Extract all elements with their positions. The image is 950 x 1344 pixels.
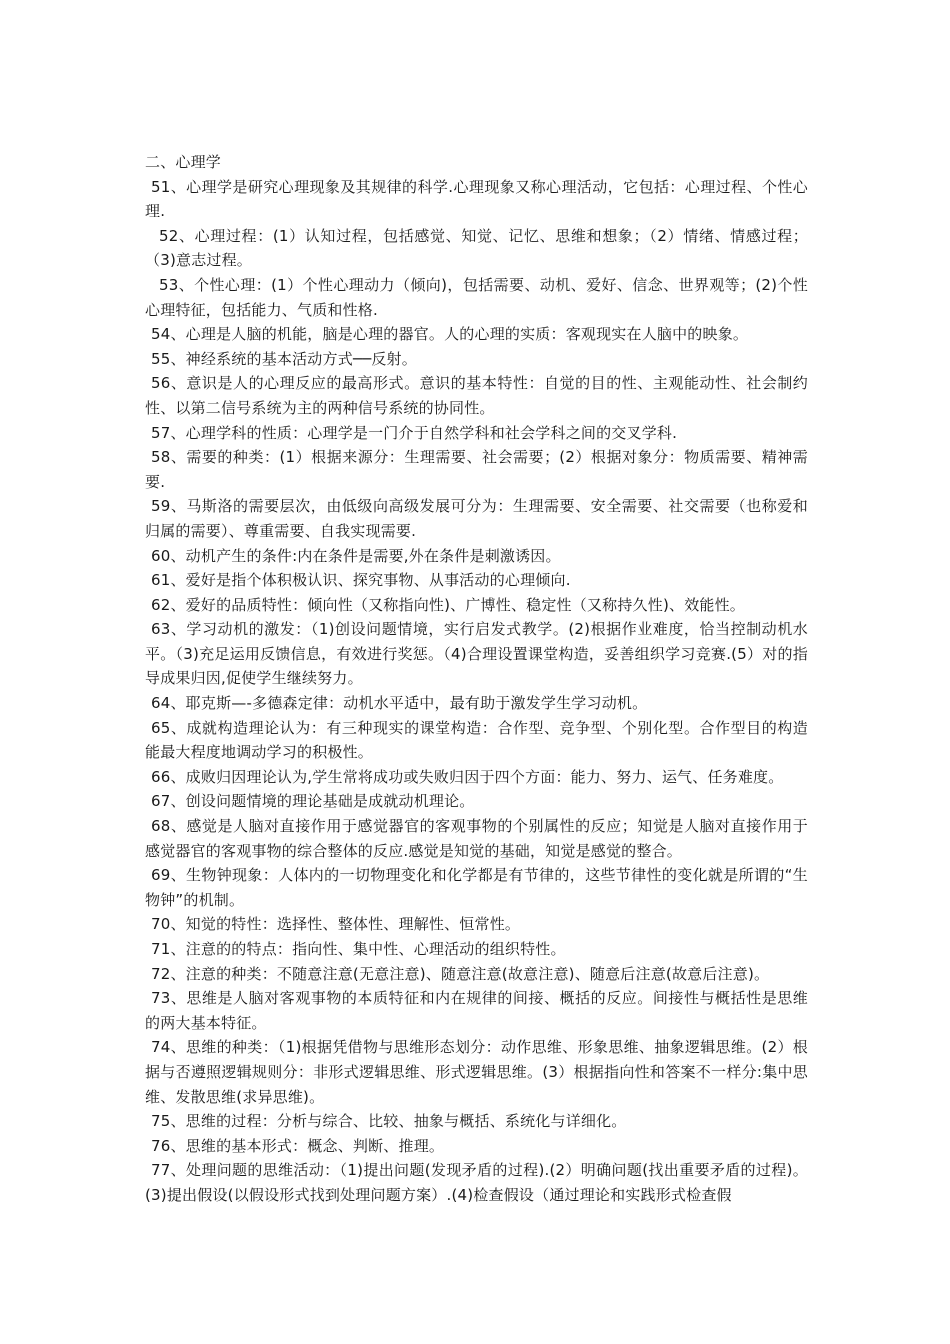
paragraph-item: 62、爱好的品质特性：倾向性（又称指向性)、广博性、稳定性（又称持久性)、效能性。 xyxy=(151,595,745,614)
paragraph-item: 74、思维的种类：（1)根据凭借物与思维形态划分：动作思维、形象思维、抽象逻辑思维。(2）根据与否遵照逻辑规则分：非形式逻辑思维、形式逻辑思维。(3）根据指向性和答案不一样分:集中思维、发散思维(求异思维)。 xyxy=(145,1038,808,1106)
paragraph-item: 73、思维是人脑对客观事物的本质特征和内在规律的间接、概括的反应。间接性与概括性是思维的两大基本特征。 xyxy=(145,989,808,1032)
paragraph-item: 57、心理学科的性质：心理学是一门介于自然学科和社会学科之间的交叉学科. xyxy=(151,423,678,442)
paragraph-item: 60、动机产生的条件:内在条件是需要,外在条件是刺激诱因。 xyxy=(151,546,561,565)
paragraph-item: 65、成就构造理论认为：有三种现实的课堂构造：合作型、竞争型、个别化型。合作型目的构造能最大程度地调动学习的积极性。 xyxy=(145,718,808,762)
paragraph-item: 61、爱好是指个体积极认识、探究事物、从事活动的心理倾向. xyxy=(151,571,571,590)
paragraph-item: 63、学习动机的激发：（1)创设问题情境，实行启发式教学。(2)根据作业难度，恰当控制动机水平。（3)充足运用反馈信息，有效进行奖惩。（4)合理设置课堂构造，妥善组织学习竞赛.(5）对的指导成果归因,促使学生继续努力。 xyxy=(145,620,808,688)
item-list xyxy=(145,175,808,1208)
paragraph-item: 67、创设问题情境的理论基础是成就动机理论。 xyxy=(151,792,475,811)
paragraph-item: 55、神经系统的基本活动方式──反射。 xyxy=(151,349,417,368)
document-page xyxy=(145,150,808,1208)
paragraph-item: 53、个性心理：(1）个性心理动力（倾向)，包括需要、动机、爱好、信念、世界观等；(2)个性心理特征，包括能力、气质和性格. xyxy=(145,275,808,319)
paragraph-item: 68、感觉是人脑对直接作用于感觉器官的客观事物的个别属性的反应；知觉是人脑对直接作用于感觉器官的客观事物的综合整体的反应.感觉是知觉的基础，知觉是感觉的整合。 xyxy=(145,817,808,860)
paragraph-item: 72、注意的种类：不随意注意(无意注意)、随意注意(故意注意)、随意后注意(故意后注意)。 xyxy=(151,964,770,983)
paragraph-item: 70、知觉的特性：选择性、整体性、理解性、恒常性。 xyxy=(151,915,521,934)
section-title: 二、心理学 xyxy=(145,153,222,171)
paragraph-item: 64、耶克斯—-多德森定律：动机水平适中，最有助于激发学生学习动机。 xyxy=(151,694,648,713)
paragraph-item: 66、成败归因理论认为,学生常将成功或失败归因于四个方面：能力、努力、运气、任务难度。 xyxy=(151,767,784,786)
paragraph-item: 75、思维的过程：分析与综合、比较、抽象与概括、系统化与详细化。 xyxy=(151,1112,627,1131)
paragraph-item: 51、心理学是研究心理现象及其规律的科学.心理现象又称心理活动，它包括：心理过程、个性心理. xyxy=(145,177,808,221)
paragraph-item: 56、意识是人的心理反应的最高形式。意识的基本特性：自觉的目的性、主观能动性、社会制约性、以第二信号系统为主的两种信号系统的协同性。 xyxy=(145,374,808,417)
paragraph-item: 69、生物钟现象：人体内的一切物理变化和化学都是有节律的，这些节律性的变化就是所谓的“生物钟”的机制。 xyxy=(145,866,808,909)
paragraph-item: 59、马斯洛的需要层次，由低级向高级发展可分为：生理需要、安全需要、社交需要（也称爱和归属的需要）、尊重需要、自我实现需要. xyxy=(145,497,808,540)
paragraph-item: 58、需要的种类：(1）根据来源分：生理需要、社会需要；(2）根据对象分：物质需要、精神需要. xyxy=(145,448,808,491)
paragraph-item: 77、处理问题的思维活动：（1)提出问题(发现矛盾的过程).(2）明确问题(找出重要矛盾的过程)。(3)提出假设(以假设形式找到处理问题方案）.(4)检查假设（通过理论和实践形式检查假 xyxy=(145,1161,808,1204)
paragraph-item: 71、注意的的特点：指向性、集中性、心理活动的组织特性。 xyxy=(151,940,566,958)
paragraph-item: 54、心理是人脑的机能，脑是心理的器官。人的心理的实质：客观现实在人脑中的映象。 xyxy=(151,325,749,344)
paragraph-item: 76、思维的基本形式：概念、判断、推理。 xyxy=(151,1136,445,1155)
paragraph-item: 52、心理过程：(1）认知过程，包括感觉、知觉、记忆、思维和想象；（2）情绪、情感过程；（3)意志过程。 xyxy=(145,226,808,270)
